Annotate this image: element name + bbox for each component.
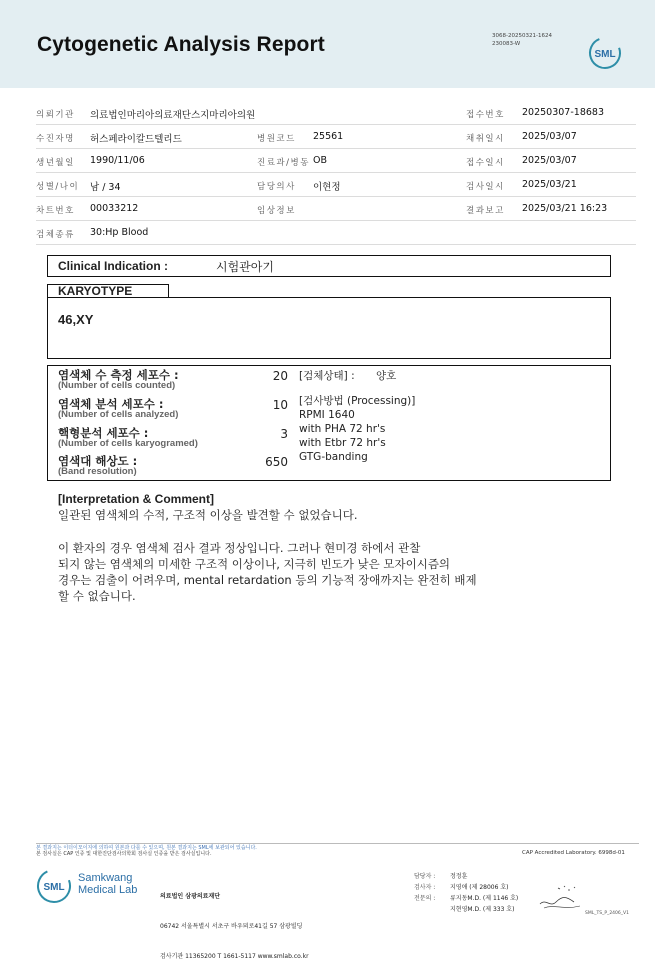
specimen-value: 30:Hp Blood: [90, 227, 149, 238]
footer-inst-address: 06742 서울특별시 서초구 바우뫼로41길 57 삼광빌딩: [160, 923, 303, 930]
info-row-dob: [36, 149, 636, 173]
info-row-sex-age: [36, 173, 636, 197]
cells-analyzed-label: 염색체 분석 세포수 :: [58, 397, 164, 411]
patient-value: 허스페라이칼드텔리드: [90, 134, 182, 145]
collect-date-value: 2025/03/07: [522, 131, 577, 142]
sml-logo-text: SML: [594, 49, 616, 60]
document-id-primary: 3068-20250321-1624: [492, 33, 552, 39]
interpretation-text: 일관된 염색체의 수적, 구조적 이상을 발견할 수 없었습니다.: [58, 508, 358, 522]
footer-inst-name: 의료법인 삼광의료재단: [160, 893, 221, 900]
footer-divider: [36, 843, 639, 844]
cells-counted-item: [58, 369, 179, 391]
footer-signers: [414, 871, 518, 915]
cells-analyzed-value: 10: [272, 398, 288, 412]
info-row-specimen: [36, 221, 636, 245]
clinical-indication-value: 시험관아기: [216, 260, 274, 274]
specimen-status-label: [검체상태] :: [299, 370, 355, 382]
signer-4: 지현영M.D. (제 333 호): [450, 906, 515, 913]
patient-label: 수진자명: [36, 134, 75, 144]
cells-counted-value: 20: [272, 369, 288, 383]
dept-value: OB: [313, 155, 327, 166]
footer-note-2: 본 검사실은 CAP 인증 및 대한진단검사의학회 검사실 인증을 받은 검사실입니다.: [36, 851, 212, 857]
samkwang-logo-text: SML: [43, 882, 65, 893]
footer-brand-line-2: Medical Lab: [78, 884, 138, 896]
processing-method-3: with Etbr 72 hr's: [299, 437, 386, 449]
band-resolution-item: [58, 455, 137, 477]
footer-institution: [160, 872, 309, 972]
sex-age-value: 남 / 34: [90, 182, 121, 193]
signer-1-label: 담당자 :: [414, 873, 436, 880]
band-resolution-label-en: (Band resolution): [58, 466, 137, 477]
samkwang-logo-icon: [36, 868, 72, 904]
cells-analyzed-label-en: (Number of cells analyzed): [58, 409, 179, 420]
clinical-info-label: 임상정보: [257, 206, 296, 216]
institution-value: 의료법인마리아의료재단스지마리아의원: [90, 110, 256, 121]
interpretation-comment: 이 환자의 경우 염색체 검사 결과 정상입니다. 그러나 현미경 하에서 관찰 되지 않는 염색체의 미세한 구조적 이상이나, 지극히 빈도가 낮은 모자이시즘의 경우는 검출이 어려우며, mental retardation 등의 기능적 장애까지는 완전히 배제 할 수 없습니다.: [58, 541, 477, 603]
signer-1: 정정훈: [450, 873, 468, 880]
signer-2-label: 검사자 :: [414, 884, 436, 891]
band-resolution-label: 염색대 해상도 :: [58, 454, 138, 468]
doctor-value: 이현정: [313, 182, 341, 193]
cells-karyogramed-label: 핵형분석 세포수 :: [58, 426, 149, 440]
receipt-date-value: 2025/03/07: [522, 155, 577, 166]
form-code: SML_TS_P_2406_V1: [585, 911, 629, 916]
cells-karyogramed-item: [58, 427, 198, 449]
cells-karyogramed-label-en: (Number of cells karyogramed): [58, 438, 198, 449]
info-row-patient: [36, 125, 636, 149]
specimen-label: 검체종류: [36, 230, 75, 240]
footer-note-1: 본 결과지는 이더이모이지에 의하여 원본과 다를 수 있으며, 원본 결과지는 SML에 보관되어 있습니다.: [36, 845, 257, 851]
band-resolution-value: 650: [265, 455, 288, 469]
clinical-indication-label: Clinical Indication :: [58, 259, 169, 273]
processing-method-label: [검사방법 (Processing)]: [299, 395, 416, 407]
footer-inst-contact: 검사기관 11365200 T 1661-5117 www.smlab.co.kr: [160, 953, 309, 960]
signature-image: [534, 878, 584, 912]
info-row-institution: [36, 101, 636, 125]
karyotype-box: [47, 297, 611, 359]
specimen-status-value: 양호: [375, 370, 397, 382]
specimen-status: [299, 369, 396, 383]
report-date-label: 결과보고: [466, 206, 505, 216]
cells-counted-label-en: (Number of cells counted): [58, 380, 176, 391]
interpretation-heading: [Interpretation & Comment]: [58, 492, 214, 506]
processing-method-1: RPMI 1640: [299, 409, 355, 421]
processing-method-2: with PHA 72 hr's: [299, 423, 386, 435]
hospital-code-label: 병원코드: [257, 134, 296, 144]
processing-method: [299, 394, 415, 464]
sex-age-label: 성별/나이: [36, 182, 80, 192]
sml-logo-icon: [588, 36, 622, 70]
cells-counted-label: 염색체 수 측정 세포수 :: [58, 368, 179, 382]
doctor-label: 담당의사: [257, 182, 296, 192]
hospital-code-value: 25561: [313, 131, 344, 142]
cells-analyzed-item: [58, 398, 178, 420]
cells-karyogramed-value: 3: [280, 427, 288, 441]
institution-label: 의뢰기관: [36, 110, 75, 120]
cell-analysis-box: [47, 365, 611, 481]
document-ids: [492, 32, 552, 48]
test-date-label: 검사일시: [466, 182, 505, 192]
collect-date-label: 채취일시: [466, 134, 505, 144]
document-id-secondary: 230083-W: [492, 41, 521, 47]
signer-3-label: 전문의 :: [414, 895, 436, 902]
chart-no-label: 차트번호: [36, 206, 75, 216]
footer-brand-line-1: Samkwang: [78, 872, 133, 884]
info-row-chart: [36, 197, 636, 221]
report-date-value: 2025/03/21 16:23: [522, 203, 608, 214]
test-date-value: 2025/03/21: [522, 179, 577, 190]
received-no-value: 20250307-18683: [522, 107, 605, 118]
footer-brand: [78, 872, 137, 896]
footer-notes: [36, 845, 257, 857]
report-title: Cytogenetic Analysis Report: [37, 33, 325, 56]
cap-accreditation: CAP Accredited Laboratory. 6998d-01: [522, 850, 625, 856]
karyotype-value: 46,XY: [58, 312, 94, 327]
dob-value: 1990/11/06: [90, 155, 145, 166]
dob-label: 생년월일: [36, 158, 75, 168]
karyotype-label: KARYOTYPE: [47, 284, 169, 298]
signer-3: 류지동M.D. (제 1146 호): [450, 895, 519, 902]
clinical-indication-box: [47, 255, 611, 277]
dept-label: 진료과/병동: [257, 158, 310, 168]
receipt-date-label: 접수일시: [466, 158, 505, 168]
chart-no-value: 00033212: [90, 203, 139, 214]
received-no-label: 접수번호: [466, 110, 505, 120]
processing-method-4: GTG-banding: [299, 451, 368, 463]
signer-2: 지영애 (제 28006 호): [450, 884, 509, 891]
